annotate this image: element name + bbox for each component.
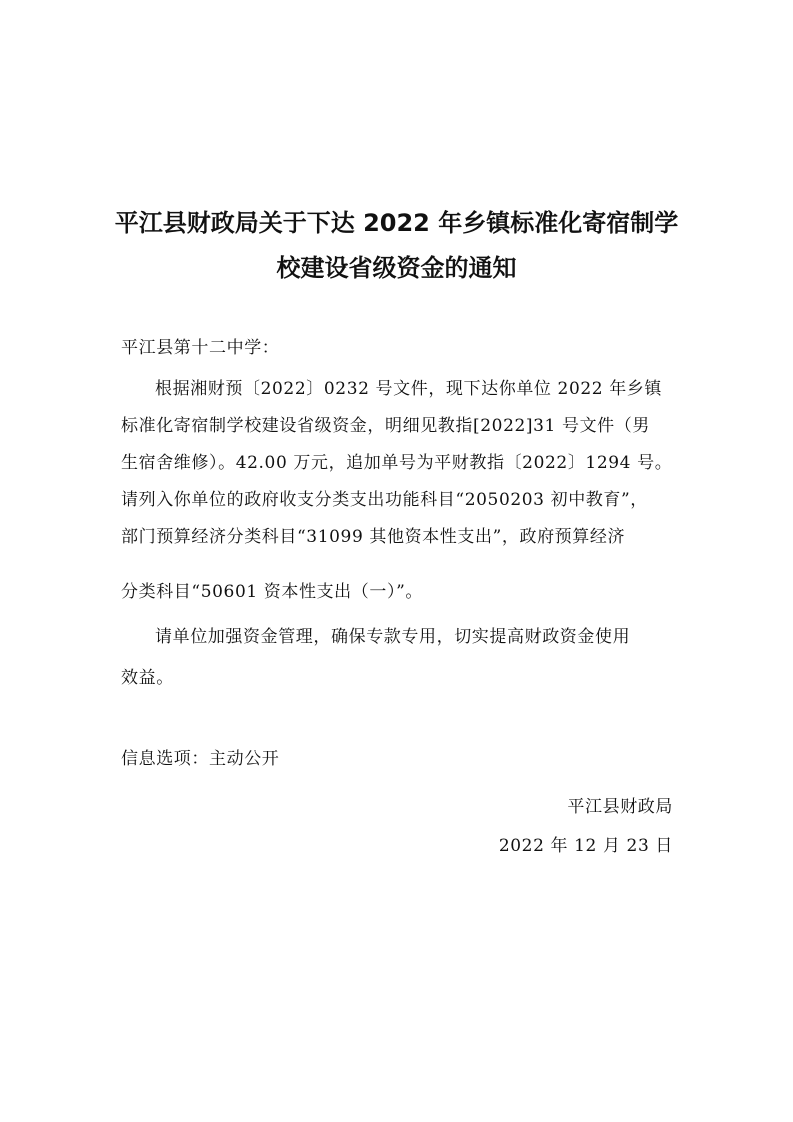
salutation: 平江县第十二中学： <box>121 338 280 358</box>
paragraph-line: 请列入你单位的政府收支分类支出功能科目“2050203 初中教育”， <box>121 490 648 510</box>
disclosure-option: 信息选项：主动公开 <box>121 749 280 769</box>
issue-date: 2022 年 12 月 23 日 <box>498 836 673 856</box>
paragraph-line: 部门预算经济分类科目“31099 其他资本性支出”，政府预算经济 <box>121 527 626 547</box>
document-title-line-1: 平江县财政局关于下达 2022 年乡镇标准化寄宿制学 <box>114 209 679 237</box>
paragraph-line: 标准化寄宿制学校建设省级资金，明细见教指[2022]31 号文件（男 <box>121 416 650 436</box>
paragraph-line: 根据湘财预〔2022〕0232 号文件，现下达你单位 2022 年乡镇 <box>155 379 663 399</box>
paragraph-line: 请单位加强资金管理，确保专款专用，切实提高财政资金使用 <box>155 627 631 647</box>
paragraph-line: 生宿舍维修）。42.00 万元，追加单号为平财教指〔2022〕1294 号。 <box>121 453 673 473</box>
issuer-signature: 平江县财政局 <box>567 797 673 817</box>
document-title-line-2: 校建设省级资金的通知 <box>276 254 517 282</box>
paragraph-line: 效益。 <box>121 668 174 688</box>
paragraph-line: 分类科目“50601 资本性支出（一）”。 <box>121 582 423 602</box>
